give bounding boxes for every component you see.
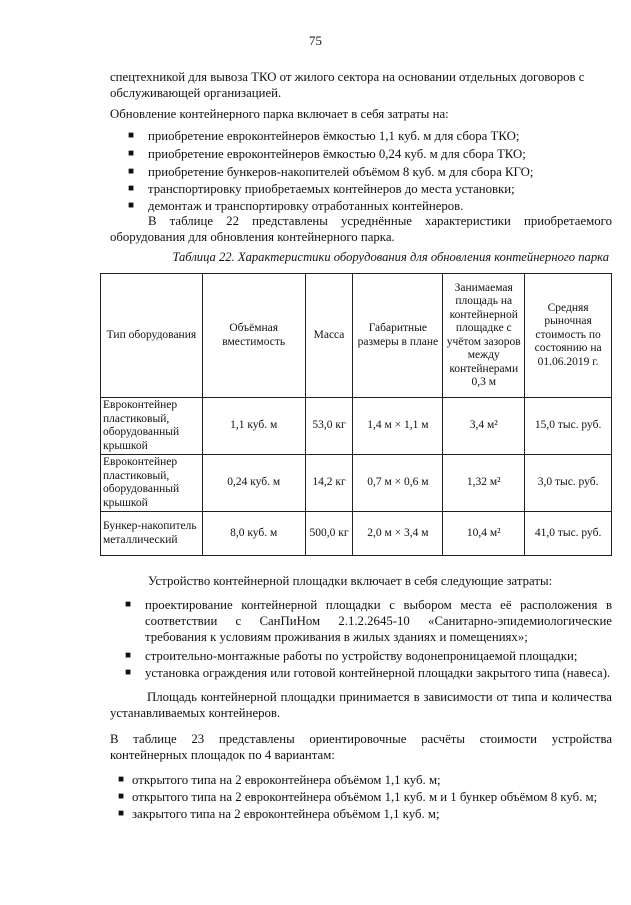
site-item-2: ■ строительно-монтажные работы по устройству водонепроницаемой площадки; xyxy=(125,649,578,663)
table-caption: Таблица 22. Характеристики оборудования для обновления контейнерного парка xyxy=(172,250,609,264)
cell-price: 41,0 тыс. руб. xyxy=(525,512,612,556)
table-row xyxy=(101,512,612,556)
cell-dimensions: 1,4 м × 1,1 м xyxy=(353,398,443,455)
header-volume: Объёмная вместимость xyxy=(202,274,305,398)
calc-item-2: ■ открытого типа на 2 евроконтейнера объёмом 1,1 куб. м и 1 бункер объёмом 8 куб. м; xyxy=(118,790,598,804)
calc-item-3: ■ закрытого типа на 2 евроконтейнера объёмом 1,1 куб. м; xyxy=(118,807,440,821)
cell-area: 3,4 м² xyxy=(443,398,525,455)
bullet-icon: ■ xyxy=(128,183,135,194)
update-item-4: ■ транспортировку приобретаемых контейнеров до места установки; xyxy=(128,182,515,196)
update-intro: Обновление контейнерного парка включает в себя затраты на: xyxy=(110,107,449,121)
table-reference-paragraph: В таблице 22 представлены усреднённые характеристики приобретаемого оборудования для обновления контейнерного парка. xyxy=(110,214,612,244)
bullet-icon: ■ xyxy=(118,791,125,802)
cell-area: 10,4 м² xyxy=(443,512,525,556)
header-type: Тип оборудования xyxy=(101,274,203,398)
site-item-1: ■ проектирование контейнерной площадки с выбором места её расположения в соответствии с СанПиНом 2.1.2.2645-10 «Санитарно-эпидемиологические требования к условиям проживания в жилых зданиях и помещениях»; xyxy=(125,598,612,644)
header-mass: Масса xyxy=(305,274,353,398)
bullet-icon: ■ xyxy=(128,166,135,177)
cell-type: Евроконтейнер пластиковый, оборудованный крышкой xyxy=(101,455,203,512)
bullet-icon: ■ xyxy=(128,130,135,141)
update-item-3: ■ приобретение бункеров-накопителей объёмом 8 куб. м для сбора КГО; xyxy=(128,165,534,179)
bullet-icon: ■ xyxy=(125,599,132,610)
equipment-table xyxy=(100,273,612,556)
site-intro: Устройство контейнерной площадки включает в себя следующие затраты: xyxy=(148,574,553,588)
update-item-1: ■ приобретение евроконтейнеров ёмкостью 1,1 куб. м для сбора ТКО; xyxy=(128,129,520,143)
table-row xyxy=(101,398,612,455)
cell-price: 15,0 тыс. руб. xyxy=(525,398,612,455)
bullet-icon: ■ xyxy=(128,148,135,159)
site-item-3: ■ установка ограждения или готовой контейнерной площадки закрытого типа (навеса). xyxy=(125,666,611,680)
header-area: Занимаемая площадь на контейнерной площадке с учётом зазоров между контейнерами 0,3 м xyxy=(443,274,525,398)
cell-volume: 8,0 куб. м xyxy=(202,512,305,556)
table-header-row xyxy=(101,274,612,398)
calc-item-1: ■ открытого типа на 2 евроконтейнера объёмом 1,1 куб. м; xyxy=(118,773,441,787)
header-price: Средняя рыночная стоимость по состоянию на 01.06.2019 г. xyxy=(525,274,612,398)
cell-type: Бункер-накопитель металлический xyxy=(101,512,203,556)
bullet-icon: ■ xyxy=(125,650,132,661)
bullet-icon: ■ xyxy=(128,200,135,211)
cell-type: Евроконтейнер пластиковый, оборудованный крышкой xyxy=(101,398,203,455)
intro-paragraph: спецтехникой для вывоза ТКО от жилого сектора на основании отдельных договоров с обслуживающей организацией. xyxy=(110,70,585,100)
cell-volume: 0,24 куб. м xyxy=(202,455,305,512)
bullet-icon: ■ xyxy=(118,774,125,785)
update-item-2: ■ приобретение евроконтейнеров ёмкостью 0,24 куб. м для сбора ТКО; xyxy=(128,147,526,161)
cell-mass: 14,2 кг xyxy=(305,455,353,512)
cell-dimensions: 2,0 м × 3,4 м xyxy=(353,512,443,556)
calc-paragraph: В таблице 23 представлены ориентировочные расчёты стоимости устройства контейнерных площадок по 4 вариантам: xyxy=(110,732,612,762)
bullet-icon: ■ xyxy=(125,667,132,678)
update-item-5: ■ демонтаж и транспортировку отработанных контейнеров. xyxy=(128,199,464,213)
table-row xyxy=(101,455,612,512)
cell-mass: 53,0 кг xyxy=(305,398,353,455)
cell-volume: 1,1 куб. м xyxy=(202,398,305,455)
page-number: 75 xyxy=(309,33,322,48)
cell-area: 1,32 м² xyxy=(443,455,525,512)
area-paragraph: Площадь контейнерной площадки принимается в зависимости от типа и количества устанавливаемых контейнеров. xyxy=(110,690,612,720)
cell-price: 3,0 тыс. руб. xyxy=(525,455,612,512)
cell-mass: 500,0 кг xyxy=(305,512,353,556)
cell-dimensions: 0,7 м × 0,6 м xyxy=(353,455,443,512)
bullet-icon: ■ xyxy=(118,808,125,819)
header-dimensions: Габаритные размеры в плане xyxy=(353,274,443,398)
